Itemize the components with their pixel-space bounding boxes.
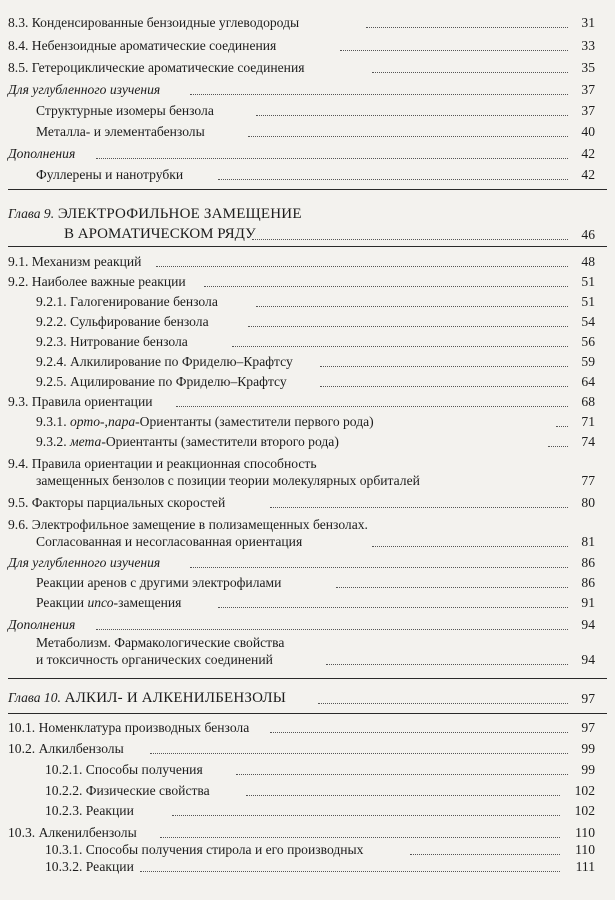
toc-entry[interactable] (0, 333, 615, 350)
entry-number: 9.5. (8, 495, 29, 510)
toc-entry[interactable] (0, 14, 615, 31)
entry-page: 110 (575, 825, 595, 840)
entry-page: 40 (581, 124, 595, 139)
entry-number: 10.2.3. (45, 803, 83, 818)
entry-page: 54 (581, 314, 595, 329)
toc-entry[interactable] (0, 782, 615, 799)
dot-leader (248, 326, 568, 327)
entry-title: Способы получения стирола и его производных (85, 842, 364, 857)
entry-number: 9.2.5. (36, 374, 67, 389)
chapter-label: Глава 10. (8, 690, 61, 705)
entry-title: Фуллерены и нанотрубки (36, 167, 184, 182)
entry-number: 8.3. (8, 15, 29, 30)
dot-leader (270, 732, 568, 733)
entry-title: Металла- и элементабензолы (36, 124, 205, 139)
chapter-heading[interactable] (0, 690, 615, 707)
entry-page: 97 (581, 720, 595, 735)
entry-page: 91 (581, 595, 595, 610)
entry-page: 51 (581, 274, 595, 289)
entry-page: 80 (581, 495, 595, 510)
chapter-title: В АРОМАТИЧЕСКОМ РЯДУ (64, 226, 256, 242)
entry-number: 10.3. (8, 825, 36, 840)
toc-entry[interactable] (0, 102, 615, 119)
entry-page: 86 (581, 575, 595, 590)
entry-page: 71 (581, 414, 595, 429)
dot-leader (96, 629, 568, 630)
entry-number: 9.2.1. (36, 294, 67, 309)
entry-page: 99 (581, 741, 595, 756)
entry-number: 10.2.2. (45, 783, 83, 798)
entry-page: 102 (574, 783, 595, 798)
entry-title: Для углубленного изучения (8, 82, 161, 97)
entry-title: Факторы парциальных скоростей (31, 495, 226, 510)
dot-leader (140, 871, 560, 872)
entry-number: 9.3. (8, 394, 29, 409)
dot-leader (248, 136, 568, 137)
dot-leader (256, 306, 568, 307)
entry-page: 110 (575, 842, 595, 857)
toc-entry[interactable] (0, 574, 615, 591)
dot-leader (204, 286, 568, 287)
dot-leader (172, 815, 560, 816)
entry-page: 94 (581, 652, 595, 667)
entry-title-italic: мета (70, 434, 102, 449)
entry-page: 99 (581, 762, 595, 777)
divider (8, 246, 607, 247)
entry-title: Алкенилбензолы (38, 825, 137, 840)
entry-title: -Ориентанты (заместители второго рода) (101, 434, 339, 449)
dot-leader (336, 587, 568, 588)
entry-number: 9.2.3. (36, 334, 67, 349)
divider (8, 678, 607, 679)
entry-title: Алкилирование по Фриделю–Крафтсу (70, 354, 293, 369)
entry-title: Структурные изомеры бензола (36, 103, 214, 118)
entry-page: 111 (575, 859, 595, 874)
toc-entry[interactable] (0, 740, 615, 757)
divider (8, 189, 607, 190)
dot-leader (218, 179, 568, 180)
entry-page: 86 (581, 555, 595, 570)
entry-title: Правила ориентации (31, 394, 153, 409)
dot-leader (372, 546, 568, 547)
entry-title-continued: замещенных бензолов с позиции теории молекулярных орбиталей (36, 473, 420, 488)
entry-title: Реакции аренов с другими электрофилами (36, 575, 282, 590)
entry-title-italic: пара (107, 414, 136, 429)
entry-page: 59 (581, 354, 595, 369)
chapter-heading[interactable] (0, 206, 615, 223)
entry-title-italic: ипсо (87, 595, 114, 610)
toc-section-heading[interactable] (0, 616, 615, 633)
entry-page: 31 (581, 15, 595, 30)
entry-page: 94 (581, 617, 595, 632)
entry-title: Наиболее важные реакции (31, 274, 186, 289)
dot-leader (326, 664, 568, 665)
entry-title-italic: орто (70, 414, 101, 429)
entry-title: Электрофильное замещение в полизамещенных бензолах. (31, 517, 368, 532)
divider (8, 713, 607, 714)
toc-entry[interactable] (0, 594, 615, 611)
chapter-label: Глава 9. (8, 206, 55, 221)
dot-leader (96, 158, 568, 159)
toc-section-heading[interactable] (0, 145, 615, 162)
entry-number: 9.3.2. (36, 434, 67, 449)
dot-leader (366, 27, 568, 28)
entry-title-continued: и токсичность органических соединений (36, 652, 273, 667)
entry-title: Реакции (85, 859, 134, 874)
toc-entry[interactable] (0, 393, 615, 410)
entry-title: Дополнения (8, 146, 76, 161)
entry-page: 33 (581, 38, 595, 53)
entry-page: 74 (581, 434, 595, 449)
entry-number: 9.2.4. (36, 354, 67, 369)
entry-number: 10.3.1. (45, 842, 83, 857)
entry-title: Нитрование бензола (70, 334, 188, 349)
toc-entry[interactable] (0, 313, 615, 330)
dot-leader (150, 753, 568, 754)
toc-entry[interactable] (0, 858, 615, 875)
dot-leader (252, 239, 568, 240)
toc-entry[interactable] (0, 373, 615, 390)
entry-title: Механизм реакций (31, 254, 142, 269)
toc-section-heading[interactable] (0, 554, 615, 571)
entry-page: 46 (581, 227, 595, 242)
entry-title: Галогенирование бензола (70, 294, 218, 309)
dot-leader (372, 72, 568, 73)
entry-number: 9.3.1. (36, 414, 67, 429)
entry-page: 77 (581, 473, 595, 488)
dot-leader (320, 386, 568, 387)
toc-entry[interactable] (0, 761, 615, 778)
toc-entry[interactable] (0, 494, 615, 511)
entry-title: Небензоидные ароматические соединения (31, 38, 277, 53)
dot-leader (320, 366, 568, 367)
entry-title-separator: -, (100, 414, 108, 429)
entry-page: 64 (581, 374, 595, 389)
dot-leader (256, 115, 568, 116)
entry-number: 8.4. (8, 38, 29, 53)
entry-title: Номенклатура производных бензола (38, 720, 250, 735)
entry-number: 9.2.2. (36, 314, 67, 329)
entry-title: Конденсированные бензоидные углеводороды (31, 15, 300, 30)
entry-page: 35 (581, 60, 595, 75)
entry-number: 8.5. (8, 60, 29, 75)
entry-page: 51 (581, 294, 595, 309)
toc-entry[interactable] (0, 293, 615, 310)
toc-entry[interactable] (0, 841, 615, 858)
entry-title: Сульфирование бензола (70, 314, 209, 329)
entry-number: 9.4. (8, 456, 29, 471)
entry-page: 48 (581, 254, 595, 269)
entry-title: Правила ориентации и реакционная способность (31, 456, 317, 471)
entry-page: 102 (574, 803, 595, 818)
entry-number: 10.3.2. (45, 859, 83, 874)
entry-number: 10.2. (8, 741, 36, 756)
entry-number: 9.2. (8, 274, 29, 289)
entry-title: Реакции (85, 803, 134, 818)
dot-leader (410, 854, 560, 855)
dot-leader (176, 406, 568, 407)
entry-page: 68 (581, 394, 595, 409)
toc-entry[interactable] (0, 273, 615, 290)
toc-entry[interactable] (0, 353, 615, 370)
entry-title: Гетероциклические ароматические соединения (31, 60, 305, 75)
entry-title: Дополнения (8, 617, 76, 632)
entry-page: 97 (581, 691, 595, 706)
entry-page: 81 (581, 534, 595, 549)
dot-leader (236, 774, 568, 775)
dot-leader (270, 507, 568, 508)
entry-number: 10.1. (8, 720, 36, 735)
toc-entry[interactable] (0, 433, 615, 450)
entry-title: Способы получения (85, 762, 203, 777)
dot-leader (232, 346, 568, 347)
entry-page: 37 (581, 103, 595, 118)
dot-leader (190, 94, 568, 95)
dot-leader (190, 567, 568, 568)
dot-leader (156, 266, 568, 267)
dot-leader (160, 837, 560, 838)
dot-leader (246, 795, 560, 796)
entry-title-continued: Согласованная и несогласованная ориентация (36, 534, 303, 549)
entry-title: Алкилбензолы (38, 741, 124, 756)
entry-page: 42 (581, 146, 595, 161)
entry-number: 9.1. (8, 254, 29, 269)
chapter-title: АЛКИЛ- И АЛКЕНИЛБЕНЗОЛЫ (64, 690, 287, 706)
entry-title: Для углубленного изучения (8, 555, 161, 570)
toc-entry[interactable] (0, 166, 615, 183)
dot-leader (548, 446, 568, 447)
entry-title: Физические свойства (85, 783, 210, 798)
entry-number: 10.2.1. (45, 762, 83, 777)
dot-leader (318, 703, 568, 704)
toc-entry[interactable] (0, 802, 615, 819)
toc-entry[interactable] (0, 719, 615, 736)
entry-title: -замещения (113, 595, 182, 610)
entry-page: 37 (581, 82, 595, 97)
toc-entry[interactable] (0, 253, 615, 270)
entry-page: 56 (581, 334, 595, 349)
toc-entry[interactable] (0, 123, 615, 140)
chapter-title: ЭЛЕКТРОФИЛЬНОЕ ЗАМЕЩЕНИЕ (57, 206, 302, 222)
entry-number: 9.6. (8, 517, 29, 532)
toc-entry[interactable] (0, 413, 615, 430)
entry-title: Реакции (36, 595, 88, 610)
toc-section-heading[interactable] (0, 81, 615, 98)
entry-title: Ацилирование по Фриделю–Крафтсу (70, 374, 287, 389)
toc-entry[interactable] (0, 37, 615, 54)
entry-title: Метаболизм. Фармакологические свойства (36, 635, 285, 650)
dot-leader (556, 426, 568, 427)
dot-leader (340, 50, 568, 51)
entry-title: -Ориентанты (заместители первого рода) (135, 414, 374, 429)
dot-leader (218, 607, 568, 608)
chapter-heading-line2[interactable] (0, 226, 615, 243)
toc-entry[interactable] (0, 824, 615, 841)
entry-page: 42 (581, 167, 595, 182)
toc-entry[interactable] (0, 59, 615, 76)
